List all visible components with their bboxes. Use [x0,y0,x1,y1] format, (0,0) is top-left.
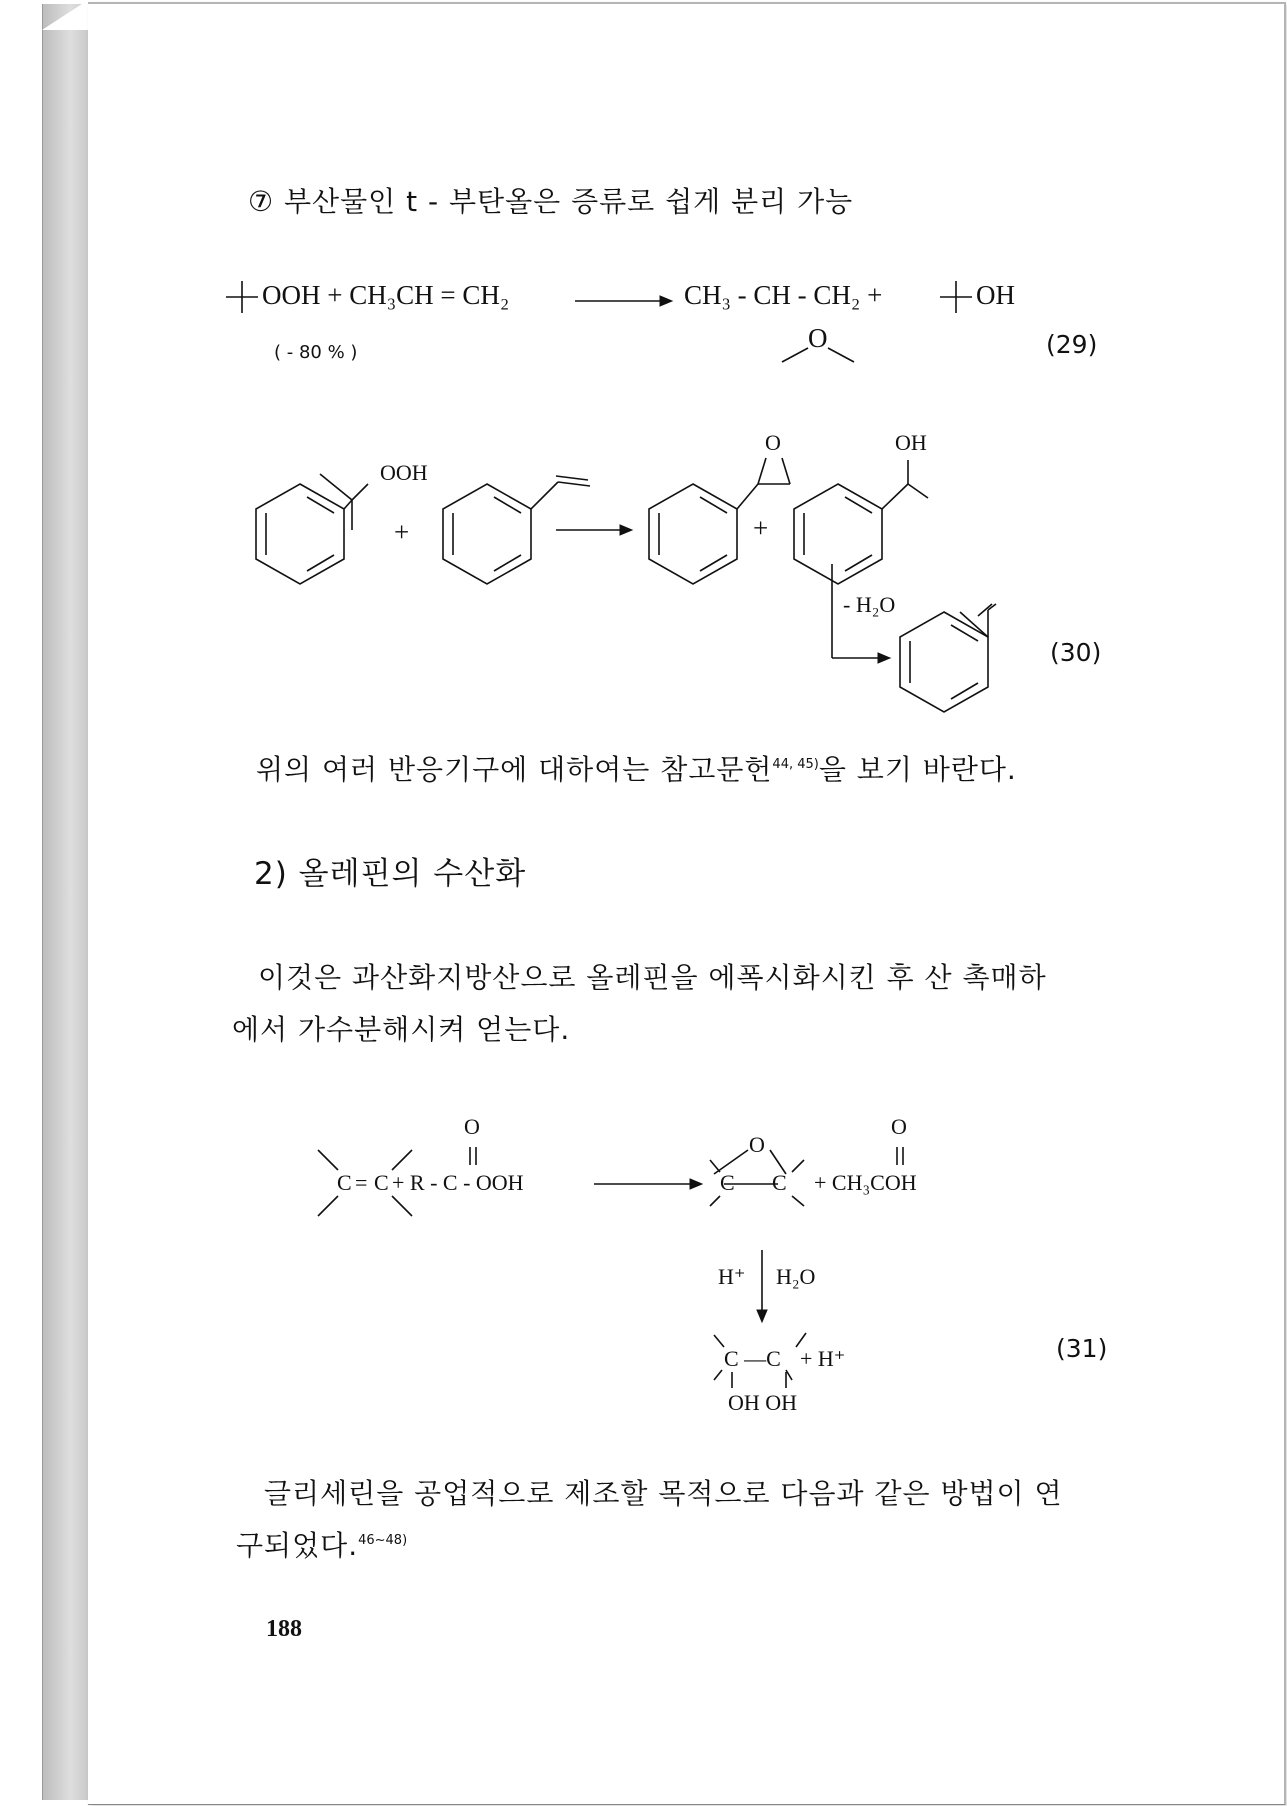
eq29-number: (29) [1046,330,1098,359]
eq31-double-bond: = [355,1170,368,1195]
page-number: 188 [266,1616,302,1642]
eq30-epoxide-o: O [765,430,781,455]
section-heading: 2) 올레핀의 수산화 [254,856,527,892]
paragraph-2-text: 구되었다. [236,1529,359,1562]
eq30-oh: OH [895,430,927,455]
eq31-diol-oh: OH OH [728,1390,798,1415]
eq31-number: (31) [1056,1334,1108,1363]
eq30-dehydration: - H₂O [843,592,896,617]
eq31-alkene-c2: C [374,1170,389,1195]
eq31-epoxide-o: O [749,1132,765,1157]
eq31-acetic-acid: + CH₃COH [814,1170,917,1195]
eq29-reactants: OOH + CH₃CH = CH₂ [262,280,510,310]
eq30-ooh: OOH [380,460,428,485]
eq31-acetic-o: O [891,1114,907,1139]
eq29-yield: ( - 80 % ) [274,342,358,363]
paragraph-2-citation: 46~48) [358,1533,408,1548]
eq30-plus-1: + [394,517,410,547]
paragraph-2-line-2 [236,1524,407,1564]
eq30-plus-2: + [753,513,769,543]
reference-text: 위의 여러 반응기구에 대하여는 참고문헌 [256,753,773,786]
eq31-diol-h-plus: + H⁺ [800,1346,846,1371]
eq31-water: H₂O [776,1264,816,1289]
eq31-epoxide-c2: C [772,1170,787,1195]
eq31-epoxide-c1: C [720,1170,735,1195]
eq31-h-plus: H⁺ [718,1264,746,1289]
paragraph-2-line-1: 글리세린을 공업적으로 제조할 목적으로 다음과 같은 방법이 연 [264,1477,1063,1510]
eq31-alkene-c1: C [337,1170,352,1195]
eq29-oxygen: O [808,323,828,353]
eq29-product: CH₃ - CH - CH₂ + [684,280,883,310]
eq30-number: (30) [1050,638,1102,667]
eq31-diol-carbons: C —C [724,1346,781,1371]
paragraph-1-line-1: 이것은 과산화지방산으로 올레핀을 에폭시화시킨 후 산 촉매하 [258,961,1047,994]
paragraph-1-line-2: 에서 가수분해시켜 얻는다. [232,1013,571,1046]
item-7-text: ⑦ 부산물인 t - 부탄올은 증류로 쉽게 분리 가능 [248,185,854,218]
reference-tail: 을 보기 바란다. [818,753,1017,786]
reference-citation: 44, 45) [772,757,819,772]
eq29-product-oh: OH [976,280,1015,310]
eq31-reactant: + R - C - OOH [392,1170,524,1195]
eq31-carbonyl-o: O [464,1114,480,1139]
